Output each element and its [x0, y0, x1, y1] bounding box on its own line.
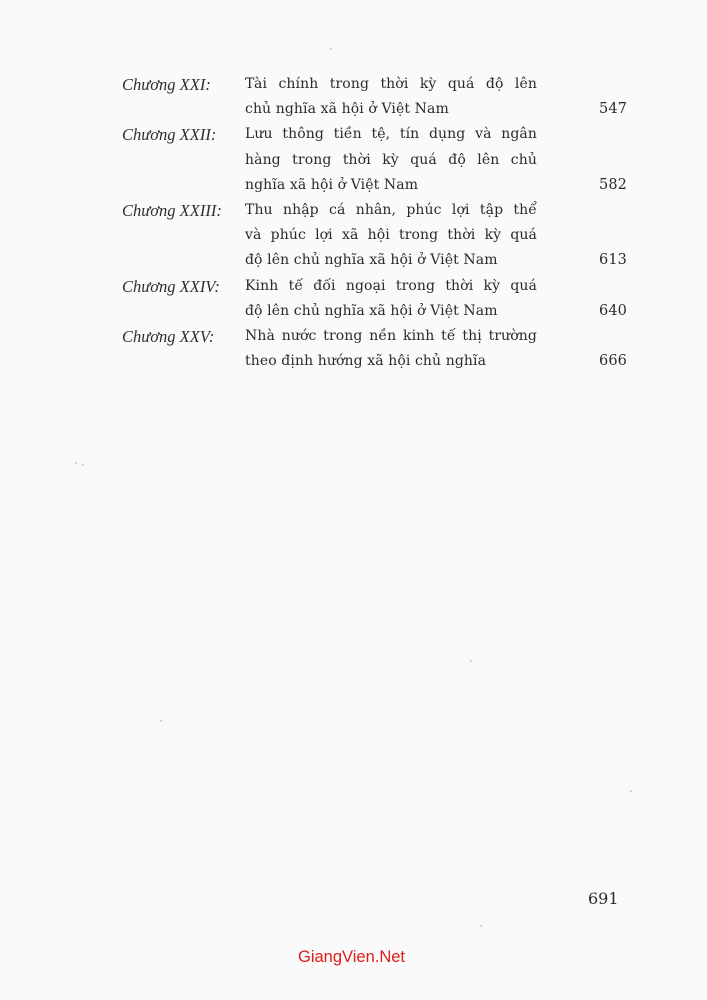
- toc-entry-chapter-21: [122, 72, 627, 122]
- toc-entry-chapter-25: [122, 324, 627, 374]
- table-of-contents: [122, 72, 627, 374]
- scan-speck: [480, 925, 482, 927]
- chapter-label: Chương XXII:: [122, 125, 217, 145]
- chapter-label: Chương XXV:: [122, 326, 215, 346]
- chapter-title-line: chủ nghĩa xã hội ở Việt Nam: [245, 101, 449, 118]
- chapter-title: [245, 324, 627, 374]
- chapter-title-line: Lưu thông tiền tệ, tín dụng và ngân: [245, 126, 537, 143]
- toc-entry-chapter-24: [122, 274, 627, 324]
- chapter-label: Chương XXIII:: [122, 200, 222, 220]
- scan-speck: [330, 48, 332, 50]
- scan-speck: [630, 790, 632, 792]
- chapter-title-line: theo định hướng xã hội chủ nghĩa: [245, 353, 487, 370]
- chapter-title: [245, 122, 627, 198]
- chapter-page-number: 547: [599, 101, 627, 118]
- chapter-title-line: Nhà nước trong nền kinh tế thị trường: [245, 327, 537, 344]
- chapter-title-line: độ lên chủ nghĩa xã hội ở Việt Nam: [245, 252, 498, 269]
- chapter-label: Chương XXIV:: [122, 276, 220, 296]
- chapter-title-line: độ lên chủ nghĩa xã hội ở Việt Nam: [245, 302, 498, 319]
- chapter-title-line: nghĩa xã hội ở Việt Nam: [245, 176, 419, 193]
- chapter-page-number: 613: [599, 252, 627, 269]
- chapter-title: [245, 274, 627, 324]
- scan-speck: [470, 660, 472, 662]
- chapter-title: [245, 198, 627, 274]
- chapter-title-line: và phúc lợi xã hội trong thời kỳ quá: [245, 227, 537, 244]
- chapter-title-line: Thu nhập cá nhân, phúc lợi tập thể: [245, 201, 537, 218]
- chapter-page-number: 582: [599, 176, 627, 193]
- toc-entry-chapter-23: [122, 198, 627, 274]
- chapter-page-number: 666: [599, 353, 627, 370]
- chapter-title-line: Kinh tế đối ngoại trong thời kỳ quá: [245, 277, 537, 294]
- toc-entry-chapter-22: [122, 122, 627, 198]
- watermark-link[interactable]: GiangVien.Net: [298, 948, 406, 966]
- chapter-page-number: 640: [599, 302, 627, 319]
- chapter-label: Chương XXI:: [122, 75, 211, 94]
- scan-speck: [82, 464, 84, 466]
- chapter-title-line: hàng trong thời kỳ quá độ lên chủ: [245, 151, 537, 168]
- chapter-title: [245, 72, 627, 122]
- page-number: 691: [588, 889, 619, 908]
- scan-speck: [75, 462, 77, 464]
- chapter-title-line: Tài chính trong thời kỳ quá độ lên: [245, 76, 537, 92]
- scan-speck: [160, 720, 162, 722]
